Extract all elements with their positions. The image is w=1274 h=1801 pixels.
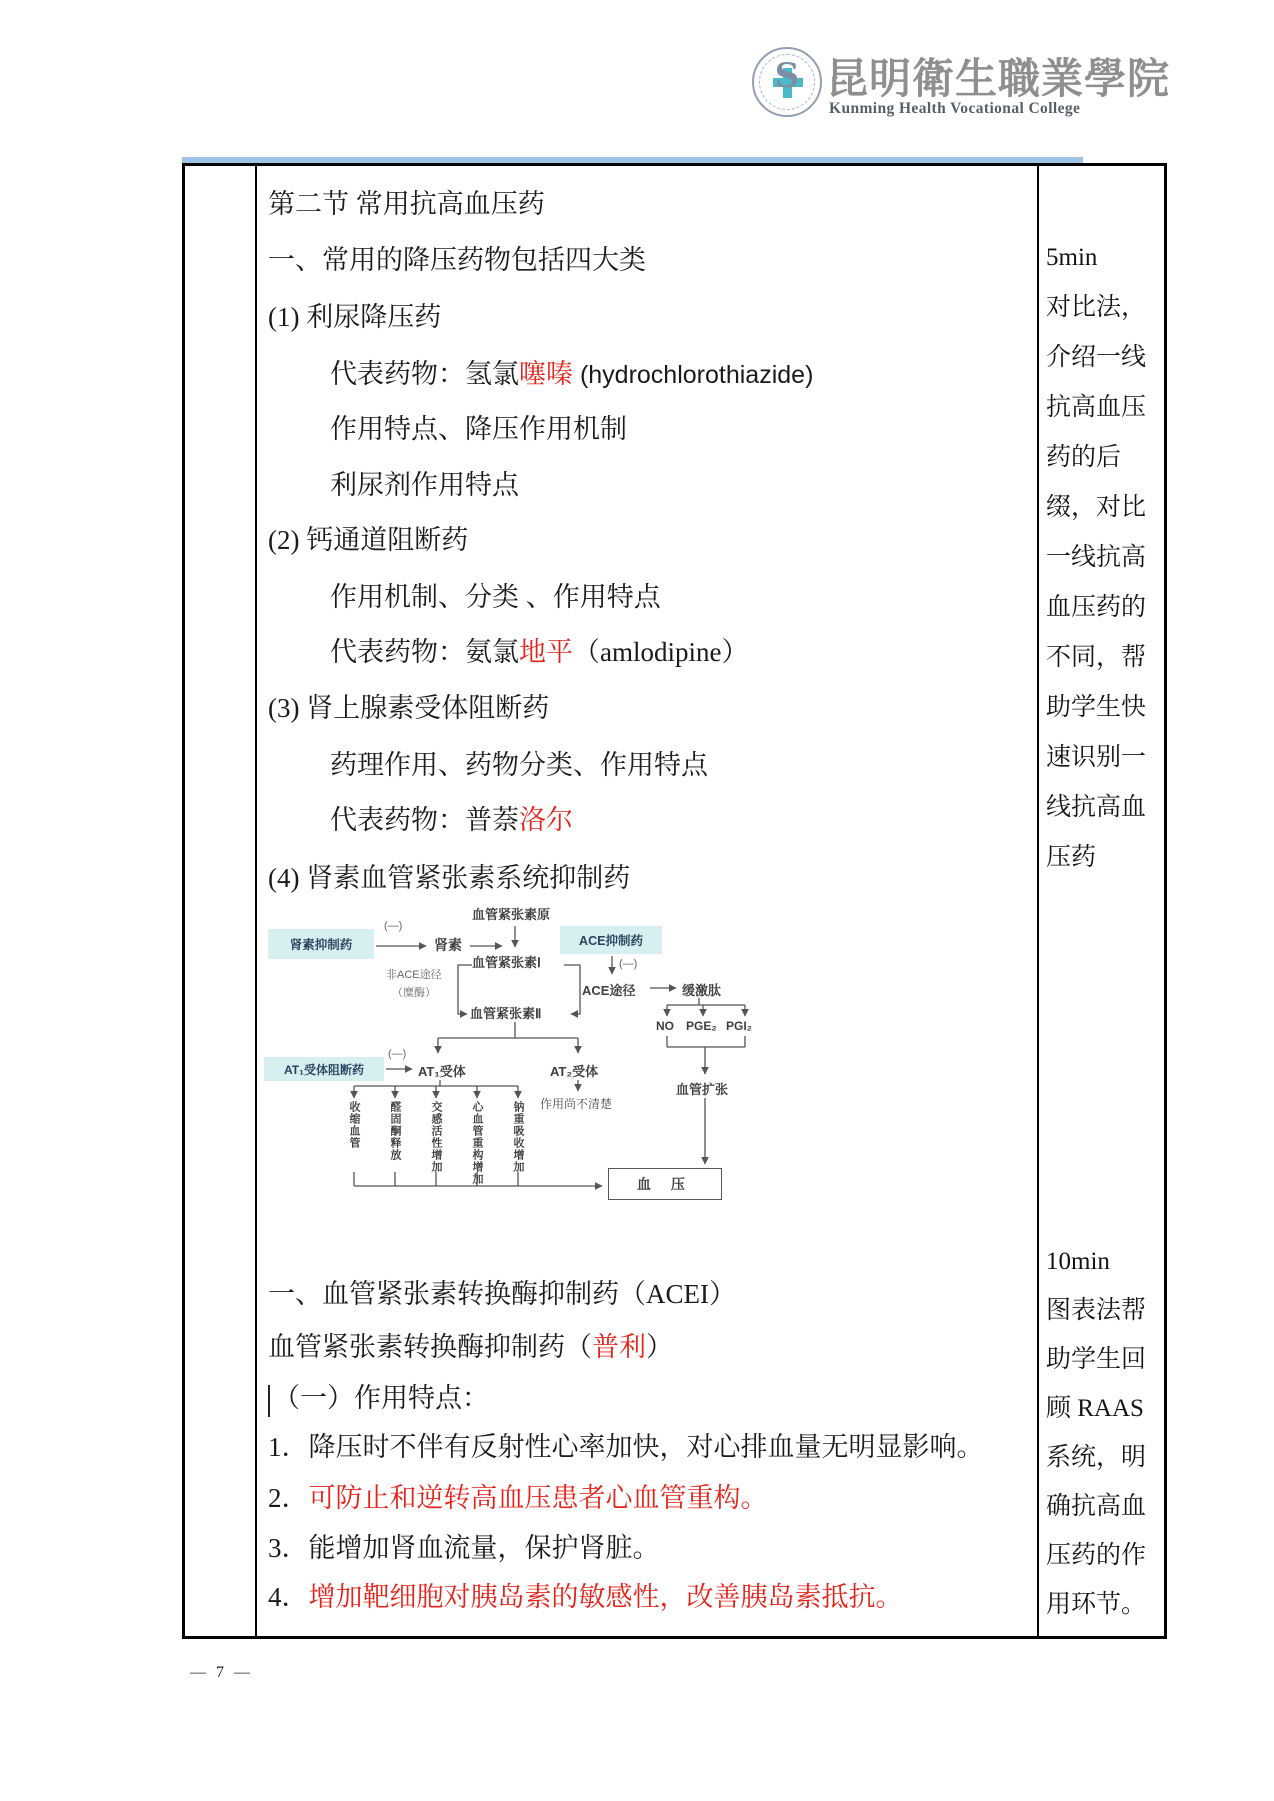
content-line — [330, 748, 708, 782]
content-line — [268, 691, 549, 725]
text-segment: 一、血管紧张素转换酶抑制药（ACEI） — [268, 1279, 736, 1309]
diagram-label-non-ace-path: 非ACE途径 — [386, 969, 442, 981]
content-line — [268, 1481, 768, 1515]
diagram-box-at1-blocker: AT₁受体阻断药 — [264, 1057, 384, 1081]
content-line — [330, 803, 573, 837]
text-segment: 药理作用、药物分类、作用特点 — [330, 750, 708, 780]
inhibition-sign: (—) — [384, 920, 403, 932]
content-line — [268, 1277, 736, 1311]
diagram-effect-vasoconstriction: 收缩血管 — [348, 1101, 360, 1149]
diagram-node-angiotensin-2: 血管紧张素Ⅱ — [470, 1006, 542, 1021]
teaching-note-line: 压药 — [1046, 844, 1097, 871]
diagram-label-chymase: （糜酶） — [392, 987, 436, 999]
diagram-effect-sodium-reabsorption: 钠重吸收增加 — [512, 1101, 524, 1173]
text-segment: 代表药物：氨氯 — [330, 637, 519, 667]
text-segment: (hydrochlorothiazide) — [573, 361, 814, 389]
teaching-note-line: 线抗高血 — [1046, 794, 1147, 821]
highlighted-text: 洛尔 — [519, 805, 573, 835]
text-segment: （一）作用特点： — [273, 1383, 489, 1413]
content-line — [330, 580, 661, 614]
text-segment: 利尿剂作用特点 — [330, 470, 519, 500]
text-segment: 第二节 常用抗高血压药 — [268, 189, 545, 219]
teaching-note-lines — [1046, 1286, 1168, 1629]
teaching-note-lines — [1046, 283, 1168, 883]
teaching-note-line: 确抗高血 — [1046, 1493, 1147, 1520]
diagram-label-effect-unknown: 作用尚不清楚 — [540, 1097, 613, 1111]
text-segment: 1．降压时不伴有反射性心率加快，对心排血量无明显影响。 — [268, 1432, 984, 1462]
teaching-note-line: 抗高血压 — [1046, 394, 1147, 421]
teaching-note-line: 速识别一 — [1046, 744, 1147, 771]
diagram-node-at2-receptor: AT₂受体 — [550, 1064, 599, 1079]
content-line — [268, 300, 441, 334]
content-line — [330, 468, 519, 502]
diagram-node-renin: 肾素 — [434, 937, 462, 953]
diagram-node-ace-path: ACE途径 — [582, 983, 636, 998]
diagram-node-no: NO — [656, 1019, 674, 1033]
duration-label: 5min — [1046, 244, 1098, 271]
teaching-note-line: 顾 RAAS — [1046, 1395, 1144, 1422]
text-segment: ） — [646, 1332, 673, 1362]
teaching-note-line: 一线抗高 — [1046, 544, 1147, 571]
content-line — [330, 635, 748, 669]
highlighted-text: 可防止和逆转高血压患者心血管重构。 — [308, 1483, 768, 1513]
content-line — [268, 243, 646, 277]
diagram-box-ace-inhibitor: ACE抑制药 — [560, 926, 662, 954]
teaching-note-line: 图表法帮 — [1046, 1297, 1147, 1324]
text-segment: 代表药物：氢氯 — [330, 359, 519, 389]
highlighted-text: 地平 — [519, 637, 573, 667]
diagram-box-renin-inhibitor: 肾素抑制药 — [268, 929, 374, 959]
text-segment: 一、常用的降压药物包括四大类 — [268, 245, 646, 275]
text-segment: 作用机制、分类 、作用特点 — [330, 582, 661, 612]
text-segment: （amlodipine） — [573, 637, 749, 667]
teaching-note-line: 系统，明 — [1046, 1444, 1147, 1471]
raas-diagram — [262, 902, 787, 1247]
teaching-note-line: 药的后 — [1046, 444, 1122, 471]
teaching-note-line: 用环节。 — [1046, 1591, 1147, 1618]
diagram-effect-sympathetic: 交感活性增加 — [430, 1101, 442, 1173]
text-segment: 血管紧张素转换酶抑制药（ — [268, 1332, 592, 1362]
teaching-note-line: 血压药的 — [1046, 594, 1147, 621]
teaching-note-block-1 — [1046, 233, 1168, 883]
diagram-node-angiotensin-1: 血管紧张素Ⅰ — [472, 955, 541, 970]
college-seal-icon — [752, 47, 822, 117]
college-name-english: Kunming Health Vocational College — [829, 100, 1081, 117]
teaching-note-line: 对比法， — [1046, 294, 1147, 321]
teaching-note-line: 助学生回 — [1046, 1346, 1147, 1373]
diagram-node-vasodilation: 血管扩张 — [676, 1082, 729, 1097]
page-number: — 7 — — [190, 1664, 253, 1681]
content-line — [268, 1580, 903, 1614]
teaching-note-line: 助学生快 — [1046, 694, 1147, 721]
teaching-note-line: 缀，对比 — [1046, 494, 1147, 521]
diagram-node-pge2: PGE₂ — [686, 1019, 717, 1033]
highlighted-text: 增加靶细胞对胰岛素的敏感性，改善胰岛素抵抗。 — [308, 1582, 903, 1612]
college-name-calligraphy: 昆明衛生職業學院 — [826, 54, 1171, 103]
table-column-divider-left — [255, 166, 257, 1636]
text-segment: 4． — [268, 1582, 309, 1612]
text-segment: (4) 肾素血管紧张素系统抑制药 — [268, 863, 631, 893]
duration-label: 10min — [1046, 1248, 1110, 1275]
diagram-effect-remodeling: 心血管重构增加 — [471, 1101, 483, 1185]
diagram-effect-aldosterone: 醛固酮释放 — [389, 1101, 401, 1161]
content-line — [268, 523, 468, 557]
diagram-box-blood-pressure: 血 压 — [608, 1168, 722, 1200]
dragon-s-glyph: S — [774, 56, 800, 96]
text-segment: 代表药物：普萘 — [330, 805, 519, 835]
highlighted-text: 噻嗪 — [519, 359, 573, 389]
inhibition-sign: (—) — [388, 1048, 407, 1060]
teaching-note-line: 压药的作 — [1046, 1542, 1147, 1569]
diagram-node-angiotensinogen: 血管紧张素原 — [472, 907, 551, 922]
text-segment: 3．能增加肾血流量，保护肾脏。 — [268, 1533, 660, 1563]
content-line — [268, 861, 630, 895]
content-line — [268, 1330, 673, 1364]
content-line — [268, 1381, 489, 1417]
text-segment: 2． — [268, 1483, 309, 1513]
content-line — [268, 1531, 660, 1565]
diagram-node-pgi2: PGI₂ — [726, 1019, 753, 1033]
diagram-node-at1-receptor: AT₁受体 — [418, 1064, 466, 1079]
diagram-node-bradykinin: 缓激肽 — [682, 983, 722, 998]
section-title-line — [268, 187, 545, 221]
vertical-bar-mark — [268, 1385, 270, 1417]
teaching-note-line: 不同，帮 — [1046, 644, 1147, 671]
highlighted-text: 普利 — [592, 1332, 646, 1362]
content-line — [330, 412, 627, 446]
text-segment: 作用特点、降压作用机制 — [330, 414, 627, 444]
content-line — [268, 1430, 984, 1464]
text-segment: (1) 利尿降压药 — [268, 302, 442, 332]
text-segment: (3) 肾上腺素受体阻断药 — [268, 693, 550, 723]
inhibition-sign: (—) — [619, 958, 638, 970]
teaching-note-line: 介绍一线 — [1046, 344, 1147, 371]
text-segment: (2) 钙通道阻断药 — [268, 525, 469, 555]
teaching-note-block-2 — [1046, 1237, 1168, 1629]
table-column-divider-right — [1037, 166, 1039, 1636]
content-line — [330, 357, 813, 392]
